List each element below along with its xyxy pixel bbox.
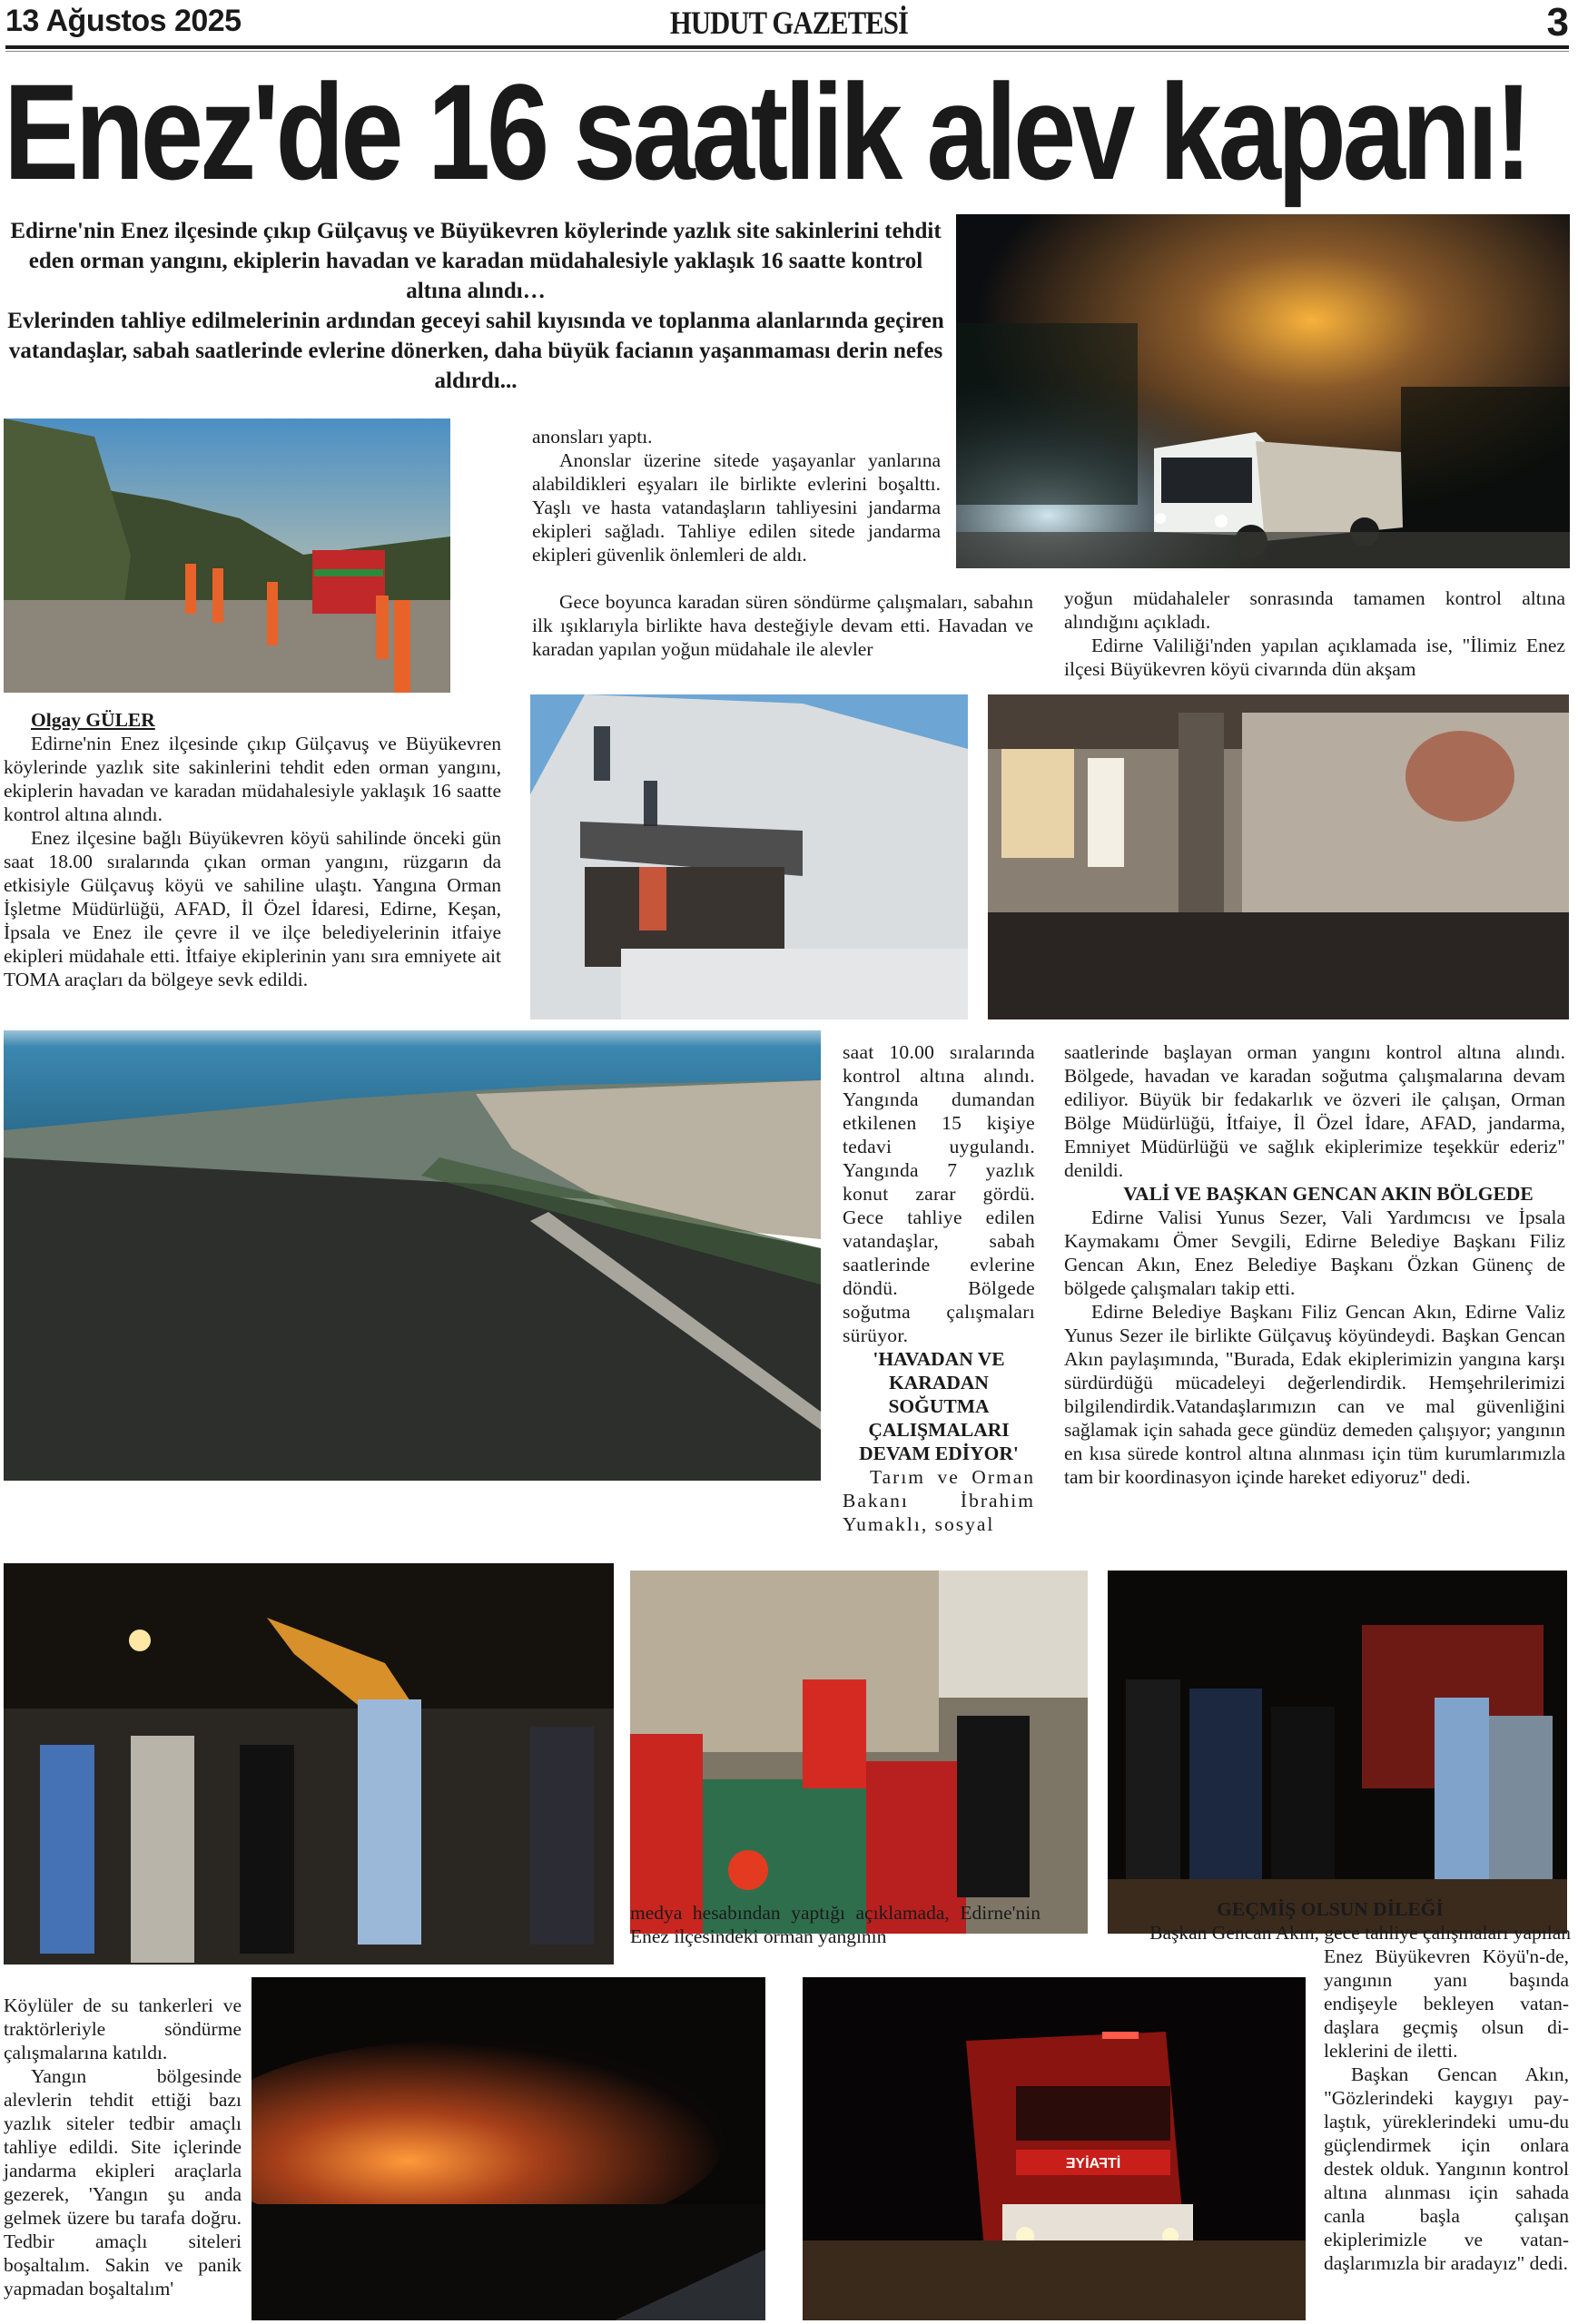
article-column-bottom-mid (630, 1901, 1040, 1948)
photo-officials-night-crowd (4, 1563, 614, 1965)
headline: Enez'de 16 saatlik alev kapanı! (4, 55, 1529, 208)
photo-fire-horizon-night (251, 1977, 765, 2320)
issue-date: 13 Ağustos 2025 (5, 4, 242, 38)
paragraph: medya hesabından yaptığı açıklamada, Edirne'nin Enez ilçesindeki orman yangının (630, 1902, 1040, 1947)
photo-fire-engine-night (803, 1977, 1306, 2320)
page-number: 3 (1546, 0, 1569, 44)
paragraph: Edirne Valiliği'nden yapılan açıklamada ise, "İlimiz Enez ilçesi Büyükevren köyü civarında dün akşam (1064, 635, 1565, 680)
lead-sentence: Evlerinden tahliye edilmelerinin ardından geceyi sahil kıyısında ve toplanma alanlarında geçiren vatandaşlar, sabah saatlerinde evlerine dönerken, daha büyük facianın yaşanmaması derin nefes aldırdı... (7, 309, 944, 393)
paragraph: Edirne'nin Enez ilçesinde çıkıp Gülçavuş ve Büyükevren köylerinde yazlık site sakinlerini tehdit eden orman yangını, ekiplerin havadan ve karadan müdahalesiyle yaklaşık 16 saatte kontrol altına alındı. (4, 733, 501, 825)
article-column-3-top (1064, 586, 1565, 681)
article-column-right-mid (1064, 1040, 1565, 1489)
gendarmerie-image (1108, 1571, 1567, 1934)
aerial-image (4, 1030, 821, 1481)
newspaper-name: HUDUT GAZETESİ (669, 5, 909, 41)
article-column-bottom-left (4, 1994, 242, 2300)
firefighters-image (4, 419, 450, 693)
photo-firefighters (4, 419, 450, 693)
photo-burned-house-interior (988, 694, 1569, 1019)
paragraph: Edirne Valisi Yunus Sezer, Vali Yardımcısı ve İpsala Kaymakamı Ömer Sevgili, Edirne Belediye Başkanı Filiz Gencan Akın, Enez Belediye Başkanı Özkan Günenç de bölgede çalışmaları takip etti. (1064, 1206, 1565, 1299)
paragraph: Başkan Gencan Akın, gece tahliye çalışmaları yapılan (1149, 1922, 1571, 1944)
paragraph: Tarım ve Orman Bakanı İbrahim Yumaklı, sosyal (843, 1466, 1035, 1535)
paragraph: anonsları yaptı. (532, 426, 653, 448)
photo-tanker-night (956, 214, 1570, 568)
paragraph: Anonslar üzerine sitede yaşayanlar yanlarına alabildikleri eşyaları ile birlikte evlerini boşalttı. Yaşlı ve hasta vatandaşların tahliyesini jandarma ekipleri sağladı. Tahliye edilen sitede jandarma ekipleri güvenlik önlemleri de aldı. (532, 449, 941, 566)
meeting-image (630, 1571, 1088, 1934)
burned-house-exterior-image (530, 694, 968, 1019)
article-column-bottom-right-head (1090, 1897, 1571, 1945)
burned-house-interior-image (988, 694, 1569, 1019)
fire-horizon-image (251, 1977, 765, 2320)
fire-engine-image (803, 1977, 1306, 2320)
paragraph: Köylüler de su tankerleri ve traktörleriyle söndürme çalışmalarına katıldı. (4, 1994, 242, 2063)
paragraph: Gece boyunca karadan süren söndürme çalışmaları, sabahın ilk ışıklarıyla birlikte hava desteğiyle devam etti. Havadan ve karadan yapılan yoğun müdahale ile alevler (532, 591, 1033, 660)
paragraph: Enez ilçesine bağlı Büyükevren köyü sahilinde önceki gün saat 18.00 sıralarında çıkan orman yangını, rüzgarın da etkisiyle Gülçavuş köyü ve sahiline ulaştı. Yangına Orman İşletme Müdürlüğü, AFAD, İl Özel İdaresi, Edirne, Keşan, İpsala ve Enez ile çevre il ve ilçe belediyelerinin itfaiye ekipleri müdahale etti. İtfaiye ekiplerinin yanı sıra emniyete ait TOMA araçları da bölgeye sevk edildi. (4, 827, 501, 990)
masthead-rule (5, 45, 1569, 49)
paragraph: Yangın bölgesinde alevlerin tehdit ettiği bazı yazlık siteler tedbir amaçlı tahliye edildi. Site içlerinde jandarma ekipleri araçlarla gezerek, 'Yangın şu anda gelmek üzere bu tarafa doğru. Tedbir amaçlı siteleri boşaltalım. Sakin ve panik yapmadan boşaltalım' (4, 2065, 242, 2299)
lead-sentence: Edirne'nin Enez ilçesinde çıkıp Gülçavuş ve Büyükevren köylerinde yazlık site sakinlerini tehdit eden orman yangını, ekiplerin havadan ve karadan müdahalesiyle yaklaşık 16 saatte kontrol altına alındı… (10, 219, 942, 303)
photo-officials-gendarmerie (1108, 1571, 1567, 1934)
itfaiye-label: İTFAİYE (1065, 2156, 1121, 2171)
subheading-get-well-wishes: GEÇMİŞ OLSUN DİLEĞİ (1217, 1898, 1444, 1920)
article-column-2-continued (532, 590, 1033, 661)
byline: Olgay GÜLER (31, 709, 155, 731)
officials-crowd-image (4, 1563, 614, 1965)
article-column-bottom-right (1324, 1945, 1569, 2275)
article-column-2-top (532, 425, 941, 566)
lead-paragraph (4, 216, 948, 396)
paragraph: saatlerinde başlayan orman yangını kontrol altına alındı. Bölgede, havadan ve karadan soğutma çalışmalarına devam ediliyor. Büyük bir fedakarlık ve özveri ile çalışan, Orman Bölge Müdürlüğü, İtfaiye, İl Özel İdare, AFAD, jandarma, Emniyet Müdürlüğü ve sağlık ekiplerimize teşekkür ederiz" denildi. (1064, 1041, 1565, 1181)
article-column-mid-narrow (843, 1040, 1035, 1536)
subheading-air-ground-cooling: 'HAVADAN VE KARADAN SOĞUTMA ÇALIŞMALARI DEVAM EDİYOR' (859, 1348, 1019, 1464)
paragraph: saat 10.00 sıralarında kontrol altına alındı. Yangında dumandan etkilenen 15 kişiye tedavi uygulandı. Yangında 7 yazlık konut zarar gördü. Gece tahliye edilen vatandaşlar, sabah saatlerinde evlerine döndü. Bölgede soğutma çalışmaları sürüyor. (843, 1041, 1035, 1346)
photo-meeting-table (630, 1571, 1088, 1934)
subheading-governor-mayor: VALİ VE BAŞKAN GENCAN AKIN BÖLGEDE (1123, 1183, 1534, 1205)
tanker-night-image (956, 214, 1570, 568)
paragraph: yoğun müdahaleler sonrasında tamamen kontrol altına alındığını açıkladı. (1064, 587, 1565, 633)
photo-burned-house-exterior (530, 694, 968, 1019)
paragraph: Edirne Belediye Başkanı Filiz Gencan Akın, Edirne Valiz Yunus Sezer ile birlikte Gülçavuş köyündeydi. Başkan Gencan Akın paylaşımında, "Burada, Edak ekiplerimizin yangına karşı sürdürdüğü mücadeleyi değerlendirdik. Hemşehrilerimizi bilgilendirdik.Vatandaşlarımızın can ve mal güvenliğini sağlamak için sahada gece gündüz demeden çalışıyor; yangının en kısa sürede kontrol altına alınması için tüm kurumlarımızla tam bir koordinasyon içinde hareket ediyoruz" dedi. (1064, 1301, 1565, 1488)
article-column-1 (4, 708, 501, 991)
masthead-rule-thin (5, 51, 1569, 52)
paragraph: Enez Büyükevren Köyü'n-de, yangının yanı başında endişeyle bekleyen vatan-daşlara geçmiş olsun di-leklerini de iletti. (1324, 1945, 1569, 2062)
paragraph: Başkan Gencan Akın, "Gözlerindeki kaygıyı pay-laştık, yüreklerindeki umu-du güçlendirmek için onlara destek olduk. Yangının kontrol altına alınması için sahada canla başla çalışan ekiplerimizle ve vatan-daşlarımızla bir aradayız" dedi. (1324, 2063, 1569, 2274)
photo-aerial-burned-forest (4, 1030, 821, 1481)
